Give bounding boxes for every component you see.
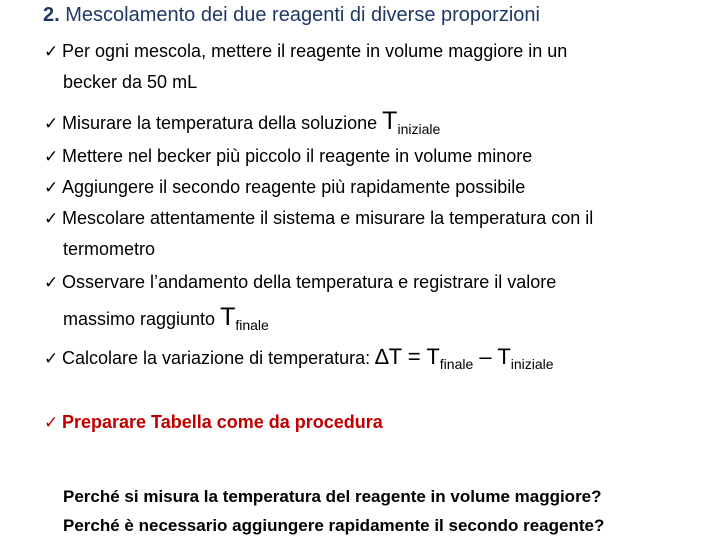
subscript: iniziale [397, 121, 441, 137]
subscript: finale [235, 317, 269, 333]
check-icon: ✓ [44, 114, 59, 133]
check-icon: ✓ [44, 147, 59, 166]
list-item: ✓ Calcolare la variazione di temperatura: $\Delta T = T_{finale} - T_{iniziale}$ [44, 344, 554, 372]
list-item-continuation: massimo raggiunto $T_{finale}$ [63, 303, 269, 333]
page-title [43, 4, 540, 27]
question: Perché è necessario aggiungere rapidamente il secondo reagente? [63, 516, 605, 535]
temperature-symbol: T [382, 107, 398, 135]
delta-t-formula: $\Delta T = T_{finale} - T_{iniziale}$ [375, 344, 554, 372]
list-item: ✓ Aggiungere il secondo reagente più rapidamente possibile [44, 177, 526, 197]
check-icon: ✓ [44, 349, 59, 368]
check-icon: ✓ [44, 413, 59, 432]
list-item: ✓ Misurare la temperatura della soluzione $T_{iniziale}$ [44, 107, 441, 137]
list-item-continuation: termometro [63, 239, 156, 259]
check-icon: ✓ [44, 273, 59, 292]
list-item-highlight: ✓ Preparare Tabella come da procedura [44, 412, 383, 432]
check-icon: ✓ [44, 178, 59, 197]
question: Perché si misura la temperatura del reagente in volume maggiore? [63, 487, 602, 506]
list-item: ✓ Mescolare attentamente il sistema e misurare la temperatura con il [44, 208, 594, 228]
list-item-continuation: becker da 50 mL [63, 72, 198, 92]
temperature-symbol: T [220, 303, 236, 331]
title-text: Mescolamento dei due reagenti di diverse proporzioni [65, 4, 540, 26]
list-item: ✓ Per ogni mescola, mettere il reagente in volume maggiore in un [44, 41, 568, 61]
check-icon: ✓ [44, 209, 59, 228]
check-icon: ✓ [44, 42, 59, 61]
list-item: ✓ Osservare l’andamento della temperatura e registrare il valore [44, 272, 557, 292]
title-number: 2. [43, 4, 60, 26]
list-item: ✓ Mettere nel becker più piccolo il reagente in volume minore [44, 146, 533, 166]
